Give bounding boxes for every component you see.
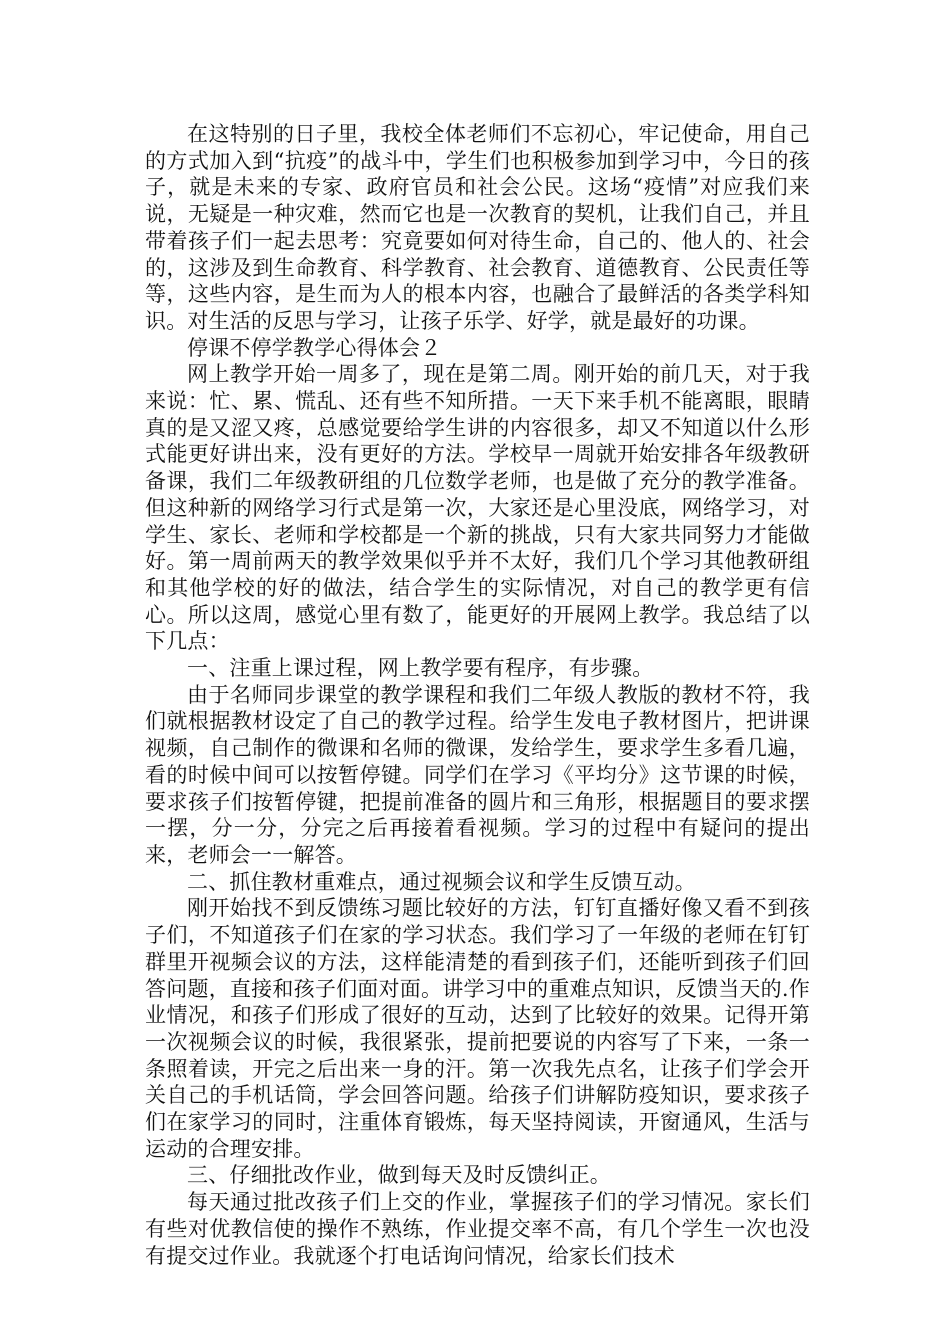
section-title: 停课不停学教学心得体会２	[187, 335, 442, 360]
paragraph-point-1: 由于名师同步课堂的教学课程和我们二年级人教版的教材不符，我们就根据教材设定了自己的教学过程。给学生发电子教材图片，把讲课视频，自己制作的微课和名师的微课，发给学生，要求学生多看几遍，看的时候中间可以按暂停键。同学们在学习《平均分》这节课的时候，要求孩子们按暂停键，把提前准备的圆片和三角形，根据题目的要求摆一摆，分一分，分完之后再接着看视频。学习的过程中有疑问的提出来，老师会一一解答。	[145, 682, 810, 867]
point-heading-1: 一、注重上课过程，网上教学要有程序，有步骤。	[187, 656, 654, 681]
point-heading-2: 二、抓住教材重难点，通过视频会议和学生反馈互动。	[187, 869, 696, 894]
paragraph-intro: 在这特别的日子里，我校全体老师们不忘初心，牢记使命，用自己的方式加入到“抗疫”的战斗中，学生们也积极参加到学习中，今日的孩子，就是未来的专家、政府官员和社会公民。这场“疫情”对应我们来说，无疑是一种灾难，然而它也是一次教育的契机，让我们自己，并且带着孩子们一起去思考：究竟要如何对待生命，自己的、他人的、社会的，这涉及到生命教育、科学教育、社会教育、道德教育、公民责任等等，这些内容，是生而为人的根本内容，也融合了最鲜活的各类学科知识。对生活的反思与学习，让孩子乐学、好学，就是最好的功课。	[145, 122, 810, 333]
document-body	[145, 121, 810, 1269]
paragraph-point-2: 刚开始找不到反馈练习题比较好的方法，钉钉直播好像又看不到孩子们，不知道孩子们在家的学习状态。我们学习了一年级的老师在钉钉群里开视频会议的方法，这样能清楚的看到孩子们，还能听到孩子们回答问题，直接和孩子们面对面。讲学习中的重难点知识，反馈当天的.作业情况，和孩子们形成了很好的互动，达到了比较好的效果。记得开第一次视频会议的时候，我很紧张，提前把要说的内容写了下来，一条一条照着读，开完之后出来一身的汗。第一次我先点名，让孩子们学会开关自己的手机话筒，学会回答问题。给孩子们讲解防疫知识，要求孩子们在家学习的同时，注重体育锻炼，每天坚持阅读，开窗通风，生活与运动的合理安排。	[145, 896, 810, 1161]
point-heading-3: 三、仔细批改作业，做到每天及时反馈纠正。	[187, 1163, 611, 1188]
paragraph-week-summary: 网上教学开始一周多了，现在是第二周。刚开始的前几天，对于我来说：忙、累、慌乱、还有些不知所措。一天下来手机不能离眼，眼睛真的是又涩又疼，总感觉要给学生讲的内容很多，却又不知道以什么形式能更好讲出来，没有更好的方法。学校早一周就开始安排各年级教研备课，我们二年级教研组的几位数学老师，也是做了充分的教学准备。但这种新的网络学习行式是第一次，大家还是心里没底，网络学习，对学生、家长、老师和学校都是一个新的挑战，只有大家共同努力才能做好。第一周前两天的教学效果似乎并不太好，我们几个学习其他教研组和其他学校的好的做法，结合学生的实际情况，对自己的教学更有信心。所以这周，感觉心里有数了，能更好的开展网上教学。我总结了以下几点：	[145, 362, 810, 654]
paragraph-point-3: 每天通过批改孩子们上交的作业，掌握孩子们的学习情况。家长们有些对优教信使的操作不熟练，作业提交率不高，有几个学生一次也没有提交过作业。我就逐个打电话询问情况，给家长们技术	[145, 1190, 810, 1268]
